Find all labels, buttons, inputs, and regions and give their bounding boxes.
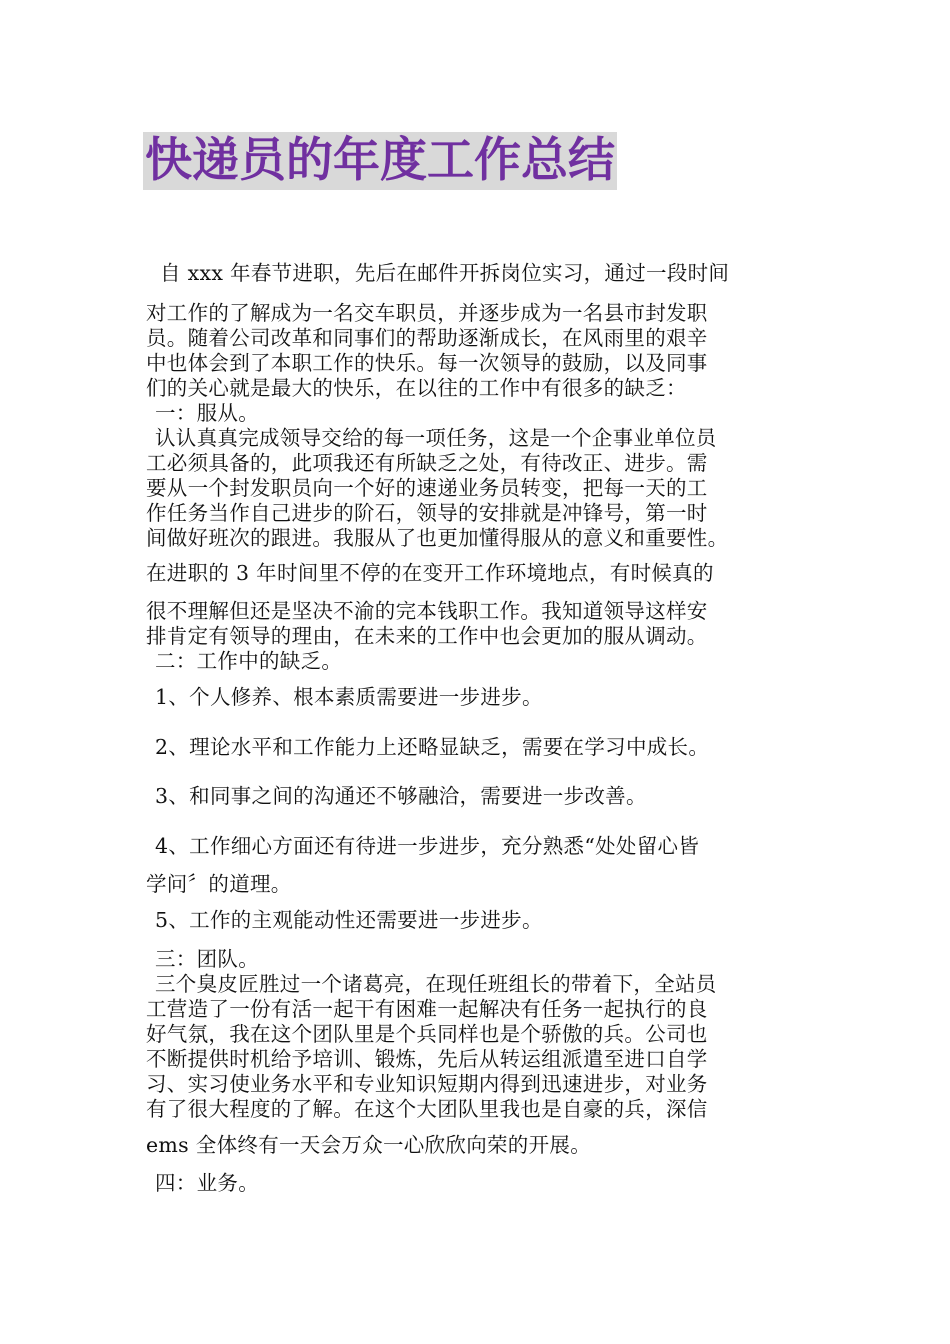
list-item: 1、个人修养、根本素质需要进一步进步。 [155,685,543,709]
paragraph-line: ems 全体终有一天会万众一心欣欣向荣的开展。 [146,1133,592,1157]
paragraph-line: 习、实习使业务水平和专业知识短期内得到迅速进步，对业务 [146,1072,708,1096]
paragraph-line: 有了很大程度的了解。在这个大团队里我也是自豪的兵，深信 [146,1097,708,1121]
paragraph-line: 间做好班次的跟进。我服从了也更加懂得服从的意义和重要性。 [146,526,729,550]
list-item: 4、工作细心方面还有待进一步进步，充分熟悉“处处留心皆 [155,834,700,858]
section-heading: 三：团队。 [155,947,259,971]
list-item-continuation: 学问〞的道理。 [146,872,292,896]
section-heading: 二：工作中的缺乏。 [155,649,343,673]
section-heading: 一：服从。 [155,401,259,425]
paragraph-line: 认认真真完成领导交给的每一项任务，这是一个企事业单位员 [155,426,717,450]
paragraph-line: 三个臭皮匠胜过一个诸葛亮，在现任班组长的带着下，全站员 [155,972,717,996]
paragraph-line: 员。随着公司改革和同事们的帮助逐渐成长，在风雨里的艰辛 [146,326,708,350]
paragraph-line: 们的关心就是最大的快乐，在以往的工作中有很多的缺乏： [146,376,687,400]
list-item: 2、理论水平和工作能力上还略显缺乏，需要在学习中成长。 [155,735,710,759]
paragraph-line: 中也体会到了本职工作的快乐。每一次领导的鼓励，以及同事 [146,351,708,375]
paragraph-line: 很不理解但还是坚决不渝的完本钱职工作。我知道领导这样安 [146,599,708,623]
paragraph-line: 工必须具备的，此项我还有所缺乏之处，有待改正、进步。需 [146,451,708,475]
paragraph-line: 在进职的 3 年时间里不停的在变开工作环境地点，有时候真的 [146,561,714,585]
title-highlight [143,132,617,190]
paragraph-line: 对工作的了解成为一名交车职员，并逐步成为一名县市封发职 [146,301,708,325]
paragraph-line: 不断提供时机给予培训、锻炼，先后从转运组派遣至进口自学 [146,1047,708,1071]
paragraph-line: 作任务当作自己进步的阶石，领导的安排就是冲锋号，第一时 [146,501,708,525]
paragraph-line: 排肯定有领导的理由，在未来的工作中也会更加的服从调动。 [146,624,708,648]
paragraph-line: 好气氛，我在这个团队里是个兵同样也是个骄傲的兵。公司也 [146,1022,708,1046]
paragraph-line: 工营造了一份有活一起干有困难一起解决有任务一起执行的良 [146,997,708,1021]
section-heading: 四：业务。 [155,1171,259,1195]
paragraph-line: 要从一个封发职员向一个好的速递业务员转变，把每一天的工 [146,476,708,500]
list-item: 5、工作的主观能动性还需要进一步进步。 [155,908,543,932]
paragraph-line: 自 xxx 年春节进职，先后在邮件开拆岗位实习，通过一段时间 [160,261,730,285]
page-title: 快递员的年度工作总结 [145,133,615,188]
list-item: 3、和同事之间的沟通还不够融洽，需要进一步改善。 [155,784,647,808]
